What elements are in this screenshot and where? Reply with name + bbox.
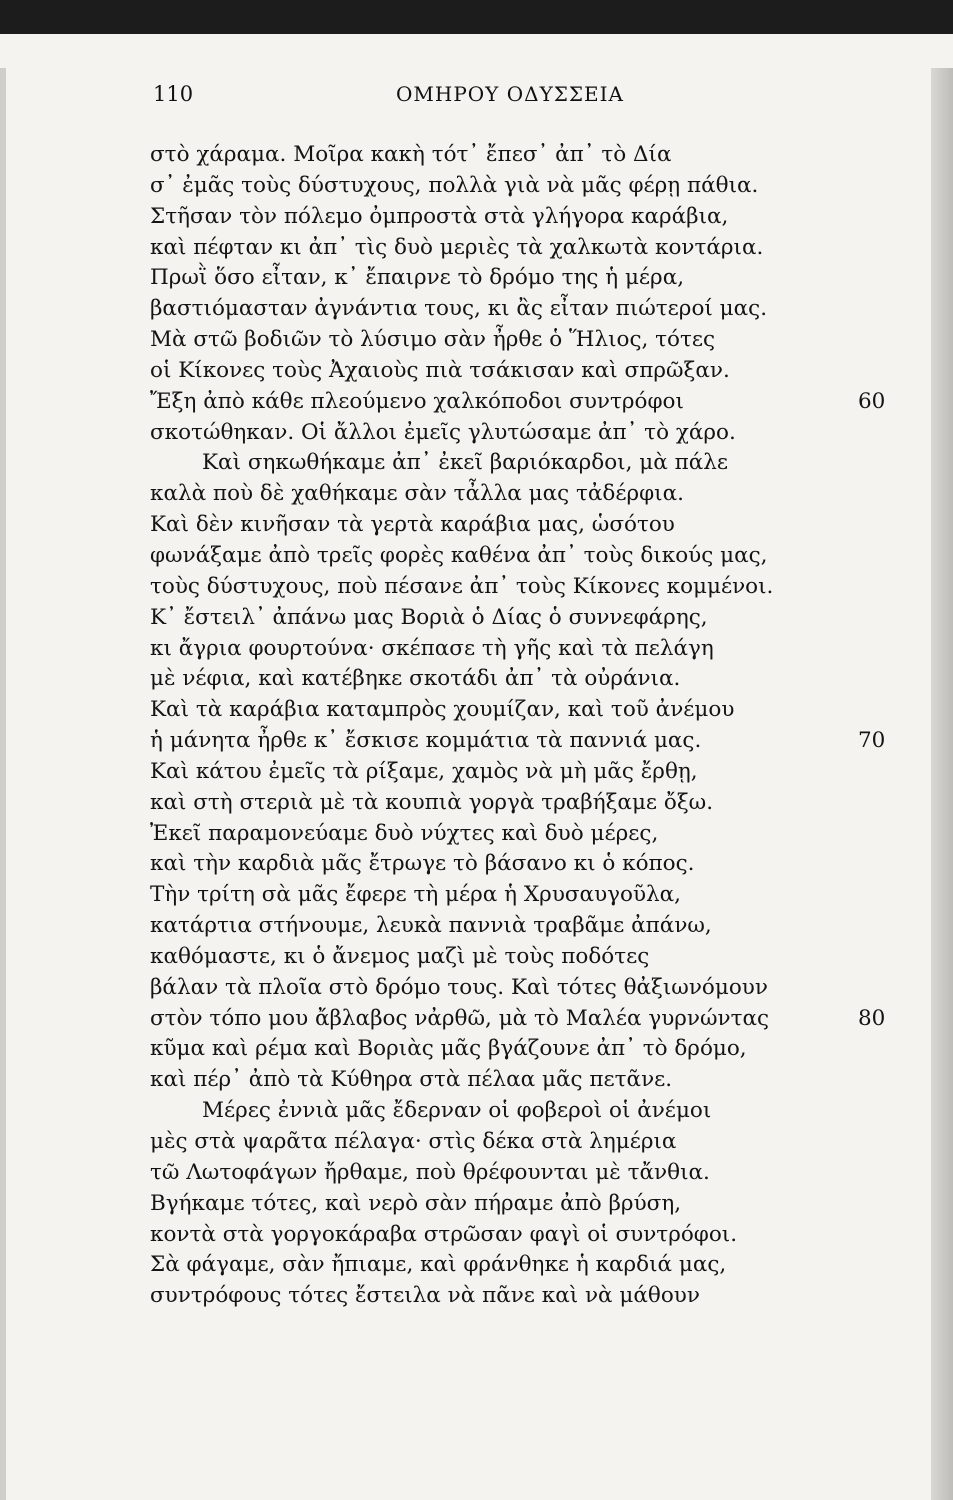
verse-line <box>150 634 900 665</box>
verse-line-text: καὶ στὴ στεριὰ μὲ τὰ κουπιὰ γοργὰ τραβήξαμε ὄξω. <box>150 789 714 815</box>
verse-line <box>150 788 900 819</box>
poem-text-block <box>150 140 900 1312</box>
verse-line-text: Καὶ σηκωθήκαμε ἀπ᾿ ἐκεῖ βαριόκαρδοι, μὰ πάλε <box>202 450 728 476</box>
verse-line-text: ἡ μάνητα ἦρθε κ᾿ ἔσκισε κομμάτια τὰ παννιά μας. <box>150 728 702 754</box>
verse-line-text: σκοτώθηκαν. Οἱ ἄλλοι ἐμεῖς γλυτώσαμε ἀπ᾿ τὸ χάρο. <box>150 419 736 445</box>
verse-line-text: Καὶ δὲν κινῆσαν τὰ γερτὰ καράβια μας, ὡσότου <box>150 512 675 538</box>
verse-line <box>150 1096 900 1127</box>
verse-line <box>150 171 900 202</box>
scan-top-border <box>0 0 953 34</box>
verse-line <box>150 541 900 572</box>
verse-line-text: κατάρτια στήνουμε, λευκὰ παννιὰ τραβᾶμε ἀπάνω, <box>150 913 712 939</box>
verse-line-text: Σὰ φάγαμε, σὰν ἤπιαμε, καὶ φράνθηκε ἡ καρδιά μας, <box>150 1252 727 1278</box>
verse-line <box>150 479 900 510</box>
verse-line <box>150 510 900 541</box>
verse-line-text: Μὰ στῶ βοδιῶν τὸ λύσιμο σὰν ἦρθε ὁ Ἥλιος, τότες <box>150 327 716 353</box>
verse-line <box>150 603 900 634</box>
verse-line-number: 60 <box>858 388 886 414</box>
verse-line <box>150 140 900 171</box>
verse-line <box>150 1127 900 1158</box>
verse-line-text: Ἐκεῖ παραμονεύαμε δυὸ νύχτες καὶ δυὸ μέρες, <box>150 820 659 846</box>
verse-line-text: συντρόφους τότες ἔστειλα νὰ πᾶνε καὶ νὰ μάθουν <box>150 1283 700 1309</box>
verse-line-text: Βγήκαμε τότες, καὶ νερὸ σὰν πήραμε ἀπὸ βρύση, <box>150 1190 682 1216</box>
verse-line-text: μὲ νέφια, καὶ κατέβηκε σκοτάδι ἀπ᾿ τὰ οὐράνια. <box>150 666 681 692</box>
verse-line <box>150 819 900 850</box>
verse-line <box>150 757 900 788</box>
verse-line <box>150 973 900 1004</box>
verse-line-text: καθόμαστε, κι ὁ ἄνεμος μαζὶ μὲ τοὺς ποδότες <box>150 943 650 969</box>
verse-line-text: Καὶ τὰ καράβια καταμπρὸς χουμίζαν, καὶ τοῦ ἀνέμου <box>150 697 735 723</box>
verse-line-number: 80 <box>858 1005 886 1031</box>
verse-line <box>150 726 900 757</box>
verse-line <box>150 1004 900 1035</box>
verse-line <box>150 448 900 479</box>
verse-line-text: Κ᾿ ἔστειλ᾿ ἀπάνω μας Βοριὰ ὁ Δίας ὁ συννεφάρης, <box>150 604 708 630</box>
verse-line <box>150 942 900 973</box>
verse-line-text: καλὰ ποὺ δὲ χαθήκαμε σὰν τἆλλα μας τἀδέρφια. <box>150 481 684 507</box>
verse-line-text: στὸ χάραμα. Μοῖρα κακὴ τότ᾿ ἔπεσ᾿ ἀπ᾿ τὸ Δία <box>150 142 672 167</box>
verse-line <box>150 1158 900 1189</box>
verse-line-text: Καὶ κάτου ἐμεῖς τὰ ρίξαμε, χαμὸς νὰ μὴ μᾶς ἔρθῃ, <box>150 758 698 784</box>
page-number: 110 <box>153 82 194 106</box>
verse-line <box>150 263 900 294</box>
verse-line <box>150 294 900 325</box>
verse-line-text: βαστιόμασταν ἀγνάντια τους, κι ἂς εἶταν πιώτεροί μας. <box>150 296 768 322</box>
verse-line <box>150 664 900 695</box>
verse-line-text: Πρωῒ ὅσο εἶταν, κ᾿ ἔπαιρνε τὸ δρόμο της ἡ μέρα, <box>150 265 685 291</box>
page-header <box>150 82 870 116</box>
verse-line-text: κοντὰ στὰ γοργοκάραβα στρῶσαν φαγὶ οἱ συντρόφοι. <box>150 1221 738 1247</box>
verse-line <box>150 233 900 264</box>
verse-line <box>150 1034 900 1065</box>
verse-line-text: οἱ Κίκονες τοὺς Ἀχαιοὺς πιὰ τσάκισαν καὶ σπρῶξαν. <box>150 357 730 383</box>
verse-line-text: σ᾿ ἐμᾶς τοὺς δύστυχους, πολλὰ γιὰ νὰ μᾶς φέρῃ πάθια. <box>150 172 759 198</box>
verse-line-text: κῦμα καὶ ρέμα καὶ Βοριὰς μᾶς βγάζουνε ἀπ᾿ τὸ δρόμο, <box>150 1036 747 1062</box>
verse-line <box>150 325 900 356</box>
verse-line-text: βάλαν τὰ πλοῖα στὸ δρόμο τους. Καὶ τότες θἀξιωνόμουν <box>150 974 768 1000</box>
verse-line <box>150 202 900 233</box>
verse-line-text: καὶ πέφταν κι ἀπ᾿ τὶς δυὸ μεριὲς τὰ χαλκωτὰ κοντάρια. <box>150 234 764 260</box>
verse-line-text: καὶ τὴν καρδιὰ μᾶς ἔτρωγε τὸ βάσανο κι ὁ κόπος. <box>150 851 695 877</box>
verse-line <box>150 387 900 418</box>
verse-line <box>150 356 900 387</box>
verse-line <box>150 695 900 726</box>
verse-line <box>150 418 900 449</box>
verse-line <box>150 572 900 603</box>
verse-line-text: Τὴν τρίτη σὰ μᾶς ἔφερε τὴ μέρα ἡ Χρυσαυγοῦλα, <box>150 882 681 908</box>
verse-line-text: τῶ Λωτοφάγων ἤρθαμε, ποὺ θρέφουνται μὲ τἄνθια. <box>150 1159 710 1185</box>
verse-line <box>150 849 900 880</box>
verse-line-text: Μέρες ἐννιὰ μᾶς ἔδερναν οἱ φοβεροὶ οἱ ἀνέμοι <box>202 1098 712 1124</box>
verse-line <box>150 1250 900 1281</box>
page-left-edge <box>0 68 6 1500</box>
verse-line-text: τοὺς δύστυχους, ποὺ πέσανε ἀπ᾿ τοὺς Κίκονες κομμένοι. <box>150 573 774 599</box>
verse-line-text: Στῆσαν τὸν πόλεμο ὀμπροστὰ στὰ γλήγορα καράβια, <box>150 203 729 229</box>
verse-line <box>150 1281 900 1312</box>
verse-line-text: καὶ πέρ᾿ ἀπὸ τὰ Κύθηρα στὰ πέλαα μᾶς πετᾶνε. <box>150 1067 673 1093</box>
verse-line <box>150 911 900 942</box>
verse-line-text: Ἔξη ἀπὸ κάθε πλεούμενο χαλκόποδοι συντρόφοι <box>150 388 684 414</box>
running-title: ΟΜΗΡΟΥ ΟΔΥΣΣΕΙΑ <box>396 82 624 106</box>
verse-line <box>150 1065 900 1096</box>
verse-line-text: στὸν τόπο μου ἄβλαβος νἀρθῶ, μὰ τὸ Μαλέα γυρνώντας <box>150 1005 770 1031</box>
verse-line-text: κι ἄγρια φουρτούνα· σκέπασε τὴ γῆς καὶ τὰ πελάγη <box>150 635 714 661</box>
verse-line <box>150 1189 900 1220</box>
verse-line-text: μὲς στὰ ψαρᾶτα πέλαγα· στὶς δέκα στὰ λημέρια <box>150 1129 677 1154</box>
verse-line <box>150 1220 900 1251</box>
page-right-shadow <box>931 68 953 1500</box>
verse-line-text: φωνάξαμε ἀπὸ τρεῖς φορὲς καθένα ἀπ᾿ τοὺς δικούς μας, <box>150 542 768 568</box>
verse-line-number: 70 <box>858 728 886 754</box>
verse-line <box>150 880 900 911</box>
